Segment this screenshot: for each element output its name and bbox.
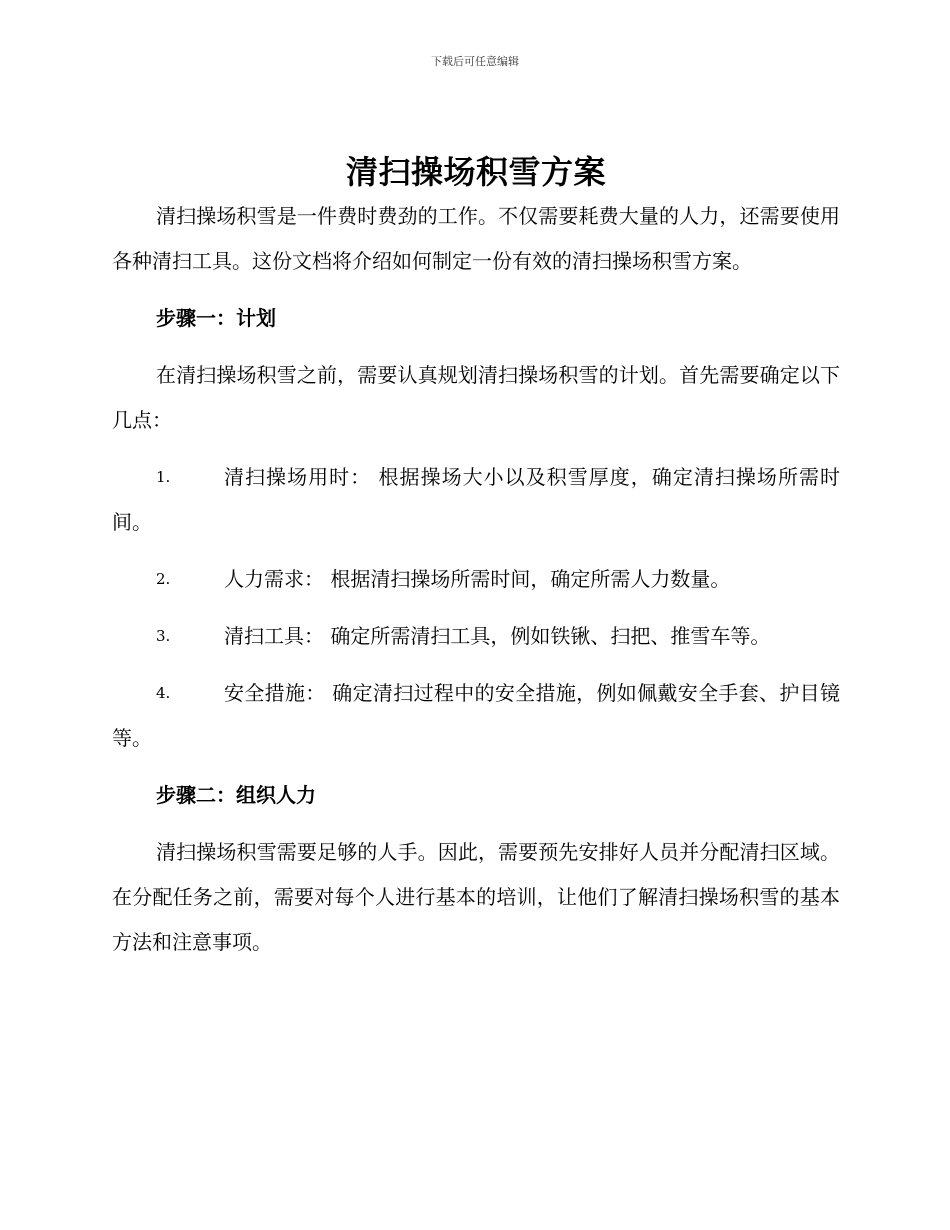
list-item-text: 清扫操场用时： 根据操场大小以及积雪厚度，确定清扫操场所需时间。 bbox=[112, 465, 840, 534]
step1-paragraph: 在清扫操场积雪之前，需要认真规划清扫操场积雪的计划。首先需要确定以下几点： bbox=[112, 363, 840, 432]
spacer bbox=[112, 602, 840, 614]
list-number: 3. bbox=[156, 627, 171, 645]
step2-heading: 步骤二：组织人力 bbox=[156, 783, 316, 807]
spacer bbox=[112, 818, 840, 830]
list-number: 2. bbox=[156, 570, 171, 588]
list-number: 1. bbox=[156, 468, 171, 486]
list-item bbox=[112, 671, 840, 761]
step2-paragraph: 清扫操场积雪需要足够的人手。因此，需要预先安排好人员并分配清扫区域。在分配任务之前，需要对每个人进行基本的培训，让他们了解清扫操场积雪的基本方法和注意事项。 bbox=[112, 840, 840, 954]
document-title: 清扫操场积雪方案 bbox=[345, 153, 606, 191]
spacer bbox=[112, 659, 840, 671]
spacer bbox=[112, 443, 840, 455]
list-item-text: 安全措施： 确定清扫过程中的安全措施，例如佩戴安全手套、护目镜等。 bbox=[112, 681, 840, 750]
list-item bbox=[112, 455, 840, 545]
intro-paragraph: 清扫操场积雪是一件费时费劲的工作。不仅需要耗费大量的人力，还需要使用各种清扫工具。这份文档将介绍如何制定一份有效的清扫操场积雪方案。 bbox=[112, 204, 840, 273]
spacer bbox=[112, 545, 840, 557]
document-body bbox=[112, 150, 840, 965]
spacer bbox=[112, 341, 840, 353]
header-note: 下载后可任意编辑 bbox=[431, 55, 519, 68]
list-number: 4. bbox=[156, 684, 171, 702]
spacer bbox=[112, 284, 840, 296]
step1-heading: 步骤一：计划 bbox=[156, 306, 276, 330]
list-item bbox=[112, 557, 840, 602]
list-item-text: 清扫工具： 确定所需清扫工具，例如铁锹、扫把、推雪车等。 bbox=[224, 624, 771, 648]
list-item-text: 人力需求： 根据清扫操场所需时间，确定所需人力数量。 bbox=[224, 567, 731, 591]
list-item bbox=[112, 614, 840, 659]
spacer bbox=[112, 761, 840, 773]
